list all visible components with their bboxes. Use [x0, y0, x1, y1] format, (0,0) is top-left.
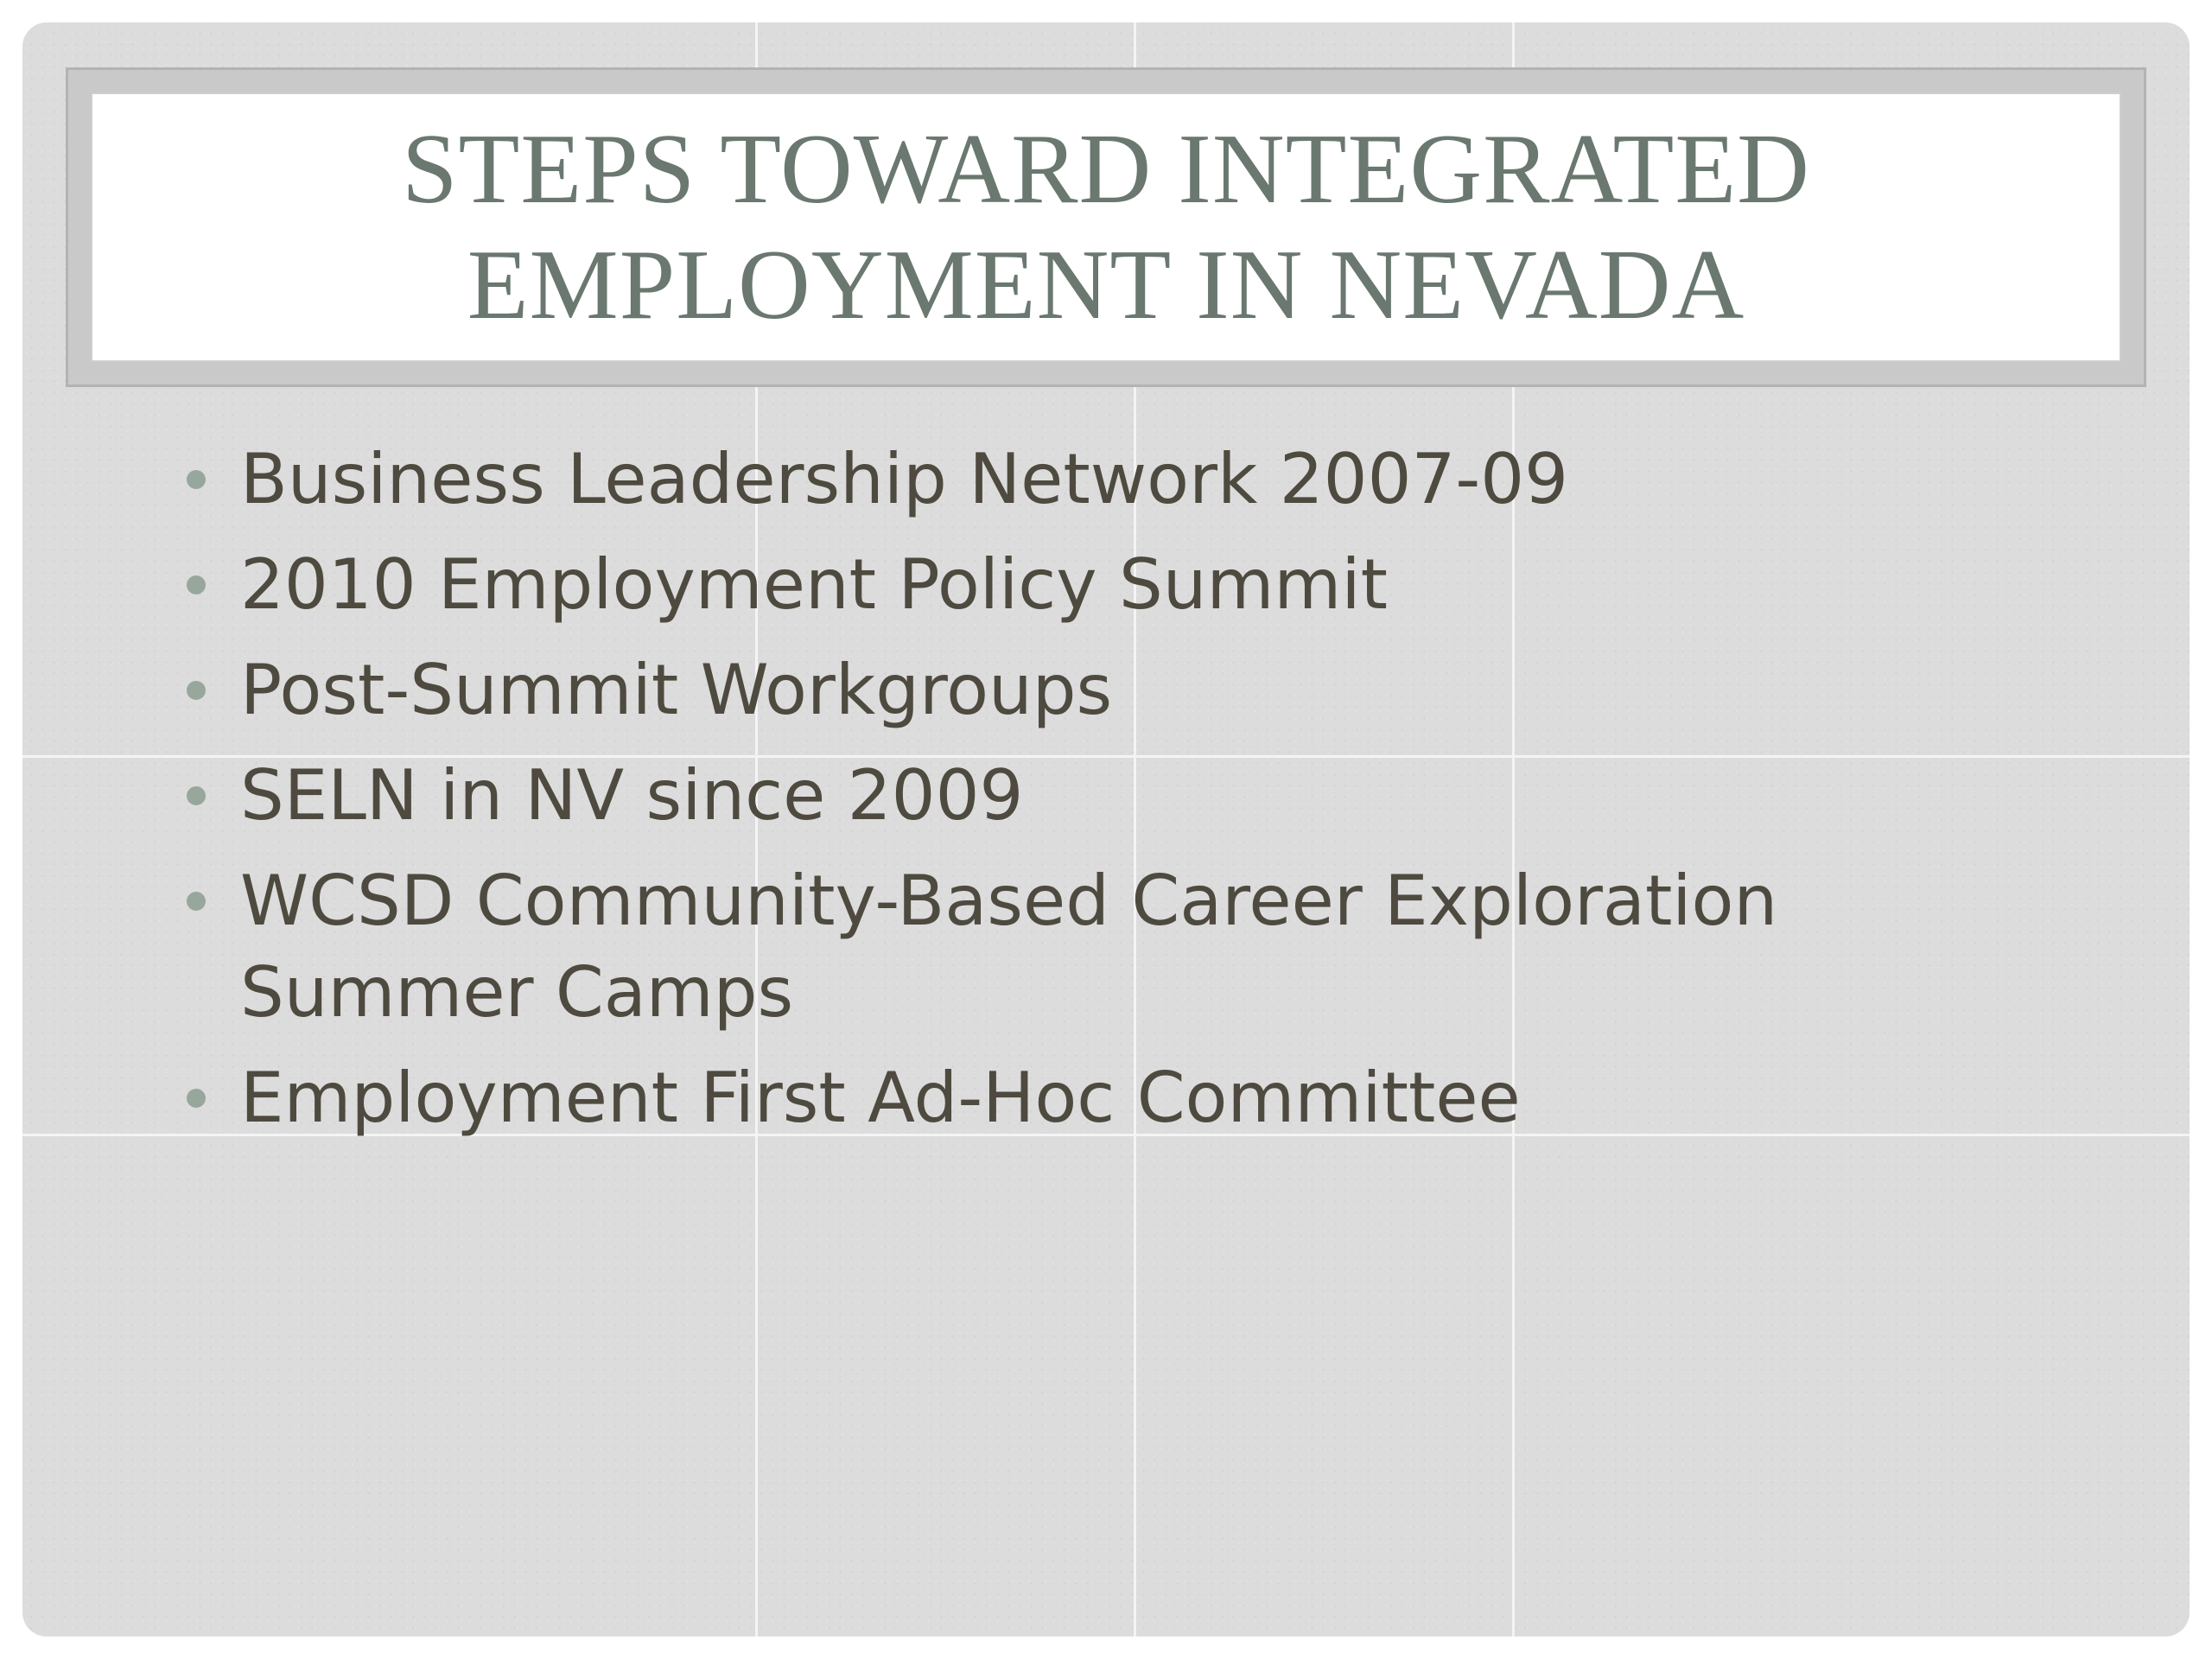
bullet-item	[161, 855, 1975, 1039]
bullet-dot-icon	[187, 470, 206, 489]
bullet-dot-icon	[187, 681, 206, 700]
bullet-text: Business Leadership Network 2007-09	[240, 439, 1569, 519]
bullet-text: SELN in NV since 2009	[240, 755, 1024, 836]
slide-title-line-2: EMPLOYMENT IN NEVADA	[467, 230, 1745, 340]
bullet-dot-icon	[187, 575, 206, 594]
bullet-item	[161, 434, 2062, 525]
bullet-text: Post-Summit Workgroups	[240, 650, 1113, 730]
bullet-dot-icon	[187, 786, 206, 805]
slide	[22, 22, 2190, 1637]
bullet-dot-icon	[187, 892, 206, 911]
bullet-item	[161, 1052, 2062, 1144]
bullet-item	[161, 750, 2062, 842]
bullet-item	[161, 539, 2062, 631]
slide-title	[402, 111, 1810, 343]
title-box	[91, 92, 2121, 362]
slide-title-line-1: STEPS TOWARD INTEGRATED	[402, 114, 1810, 225]
bullet-text: Employment First Ad-Hoc Committee	[240, 1058, 1521, 1138]
bullet-text: WCSD Community-Based Career Exploration Summer Camps	[240, 861, 1778, 1033]
bullet-dot-icon	[187, 1089, 206, 1108]
bullet-text: 2010 Employment Policy Summit	[240, 544, 1388, 625]
title-frame	[66, 67, 2146, 387]
bullet-list	[161, 434, 2062, 1158]
bullet-item	[161, 645, 2062, 736]
